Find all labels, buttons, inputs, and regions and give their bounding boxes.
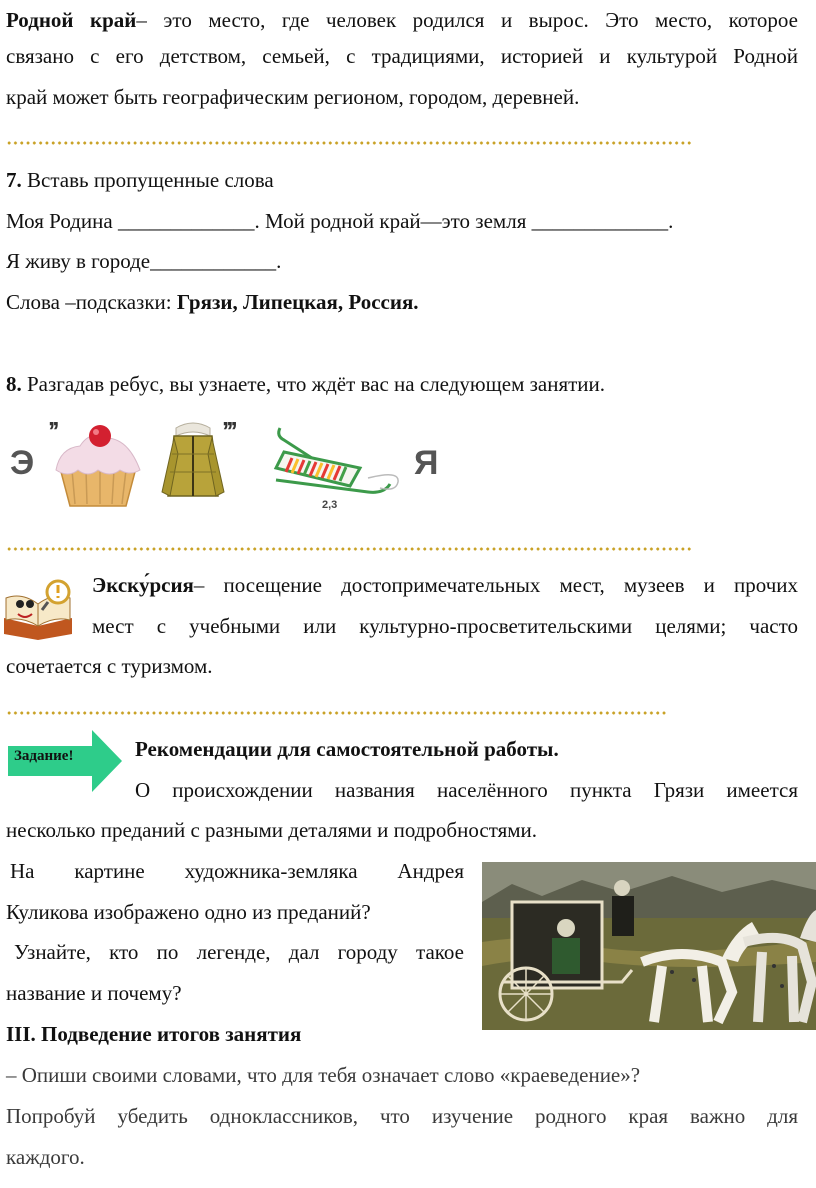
sled-icon (272, 422, 406, 510)
task7-line-2: Я живу в городе____________. (6, 249, 282, 273)
excursion-line-2: мест с учебными или культурно-просветительскими целями; часто (92, 614, 798, 638)
task7-number: 7. (6, 168, 22, 192)
intro-line-1 (6, 0, 798, 41)
task8-number: 8. (6, 372, 22, 396)
dotted-divider (6, 140, 692, 146)
sled-label: 2,3 (322, 499, 338, 510)
painting-image (482, 862, 816, 1030)
assignment-heading-text: Рекомендации для самостоятельной работы. (135, 737, 559, 761)
intro-line-2: связано с его детством, семьей, с традициями, историей и культурой Родной (6, 44, 798, 68)
assignment-heading (135, 729, 798, 770)
assignment-side-2: Куликова изображено одно из преданий? (6, 900, 371, 924)
excursion-line-1 (92, 565, 798, 606)
intro-term: Родной край (6, 8, 137, 32)
task7-title (6, 160, 798, 201)
rebus (0, 410, 460, 510)
rebus-letter-end: Я (414, 444, 439, 482)
summary-line-1: – Опиши своими словами, что для тебя означает слово «краеведение»? (6, 1063, 641, 1087)
assignment-side-1: На картине художника-земляка Андрея (10, 859, 464, 883)
intro-line-3: край может быть географическим регионом, городом, деревней. (6, 85, 580, 109)
task8-title-text: Разгадав ребус, вы узнаете, что ждёт вас на следующем занятии. (27, 372, 606, 396)
summary-line-3: каждого. (6, 1145, 85, 1169)
rebus-commas-2: ’’’ (222, 416, 236, 446)
rebus-commas-1: ’’ (48, 416, 58, 446)
task8-title (6, 364, 798, 405)
rebus-letter-start: Э (10, 444, 35, 482)
task7-hints-words: Грязи, Липецкая, Россия. (176, 290, 419, 314)
excursion-term: Экску́рсия (92, 573, 194, 597)
task7-title-text: Вставь пропущенные слова (27, 168, 274, 192)
task7-hints-label: Слова –подсказки: (6, 290, 177, 314)
assignment-side-3: Узнайте, кто по легенде, дал городу такое (14, 940, 464, 964)
assignment-line-1: О происхождении названия населённого пункта Грязи имеется (135, 778, 798, 802)
dotted-divider (6, 710, 668, 716)
assignment-line-2: несколько преданий с разными деталями и подробностями. (6, 818, 538, 842)
excursion-line-3: сочетается с туризмом. (6, 654, 213, 678)
jacket-icon (158, 414, 228, 508)
assignment-side-4: название и почему? (6, 981, 182, 1005)
excursion-line-1-text: – посещение достопримечательных мест, музеев и прочих (193, 573, 798, 597)
dotted-divider (6, 546, 692, 552)
summary-heading (6, 1014, 798, 1055)
cupcake-icon (50, 418, 146, 510)
summary-line-2: Попробуй убедить одноклассников, что изучение родного края важно для (6, 1104, 798, 1128)
task7-hints (6, 282, 798, 323)
summary-heading-text: III. Подведение итогов занятия (6, 1022, 302, 1046)
book-magnifier-icon (0, 574, 78, 640)
intro-line-1-text: – это место, где человек родился и вырос. Это место, которое (136, 8, 798, 32)
task7-line-1: Моя Родина _____________. Мой родной край—это земля _____________. (6, 209, 674, 233)
assignment-badge: Задание! (14, 748, 74, 764)
